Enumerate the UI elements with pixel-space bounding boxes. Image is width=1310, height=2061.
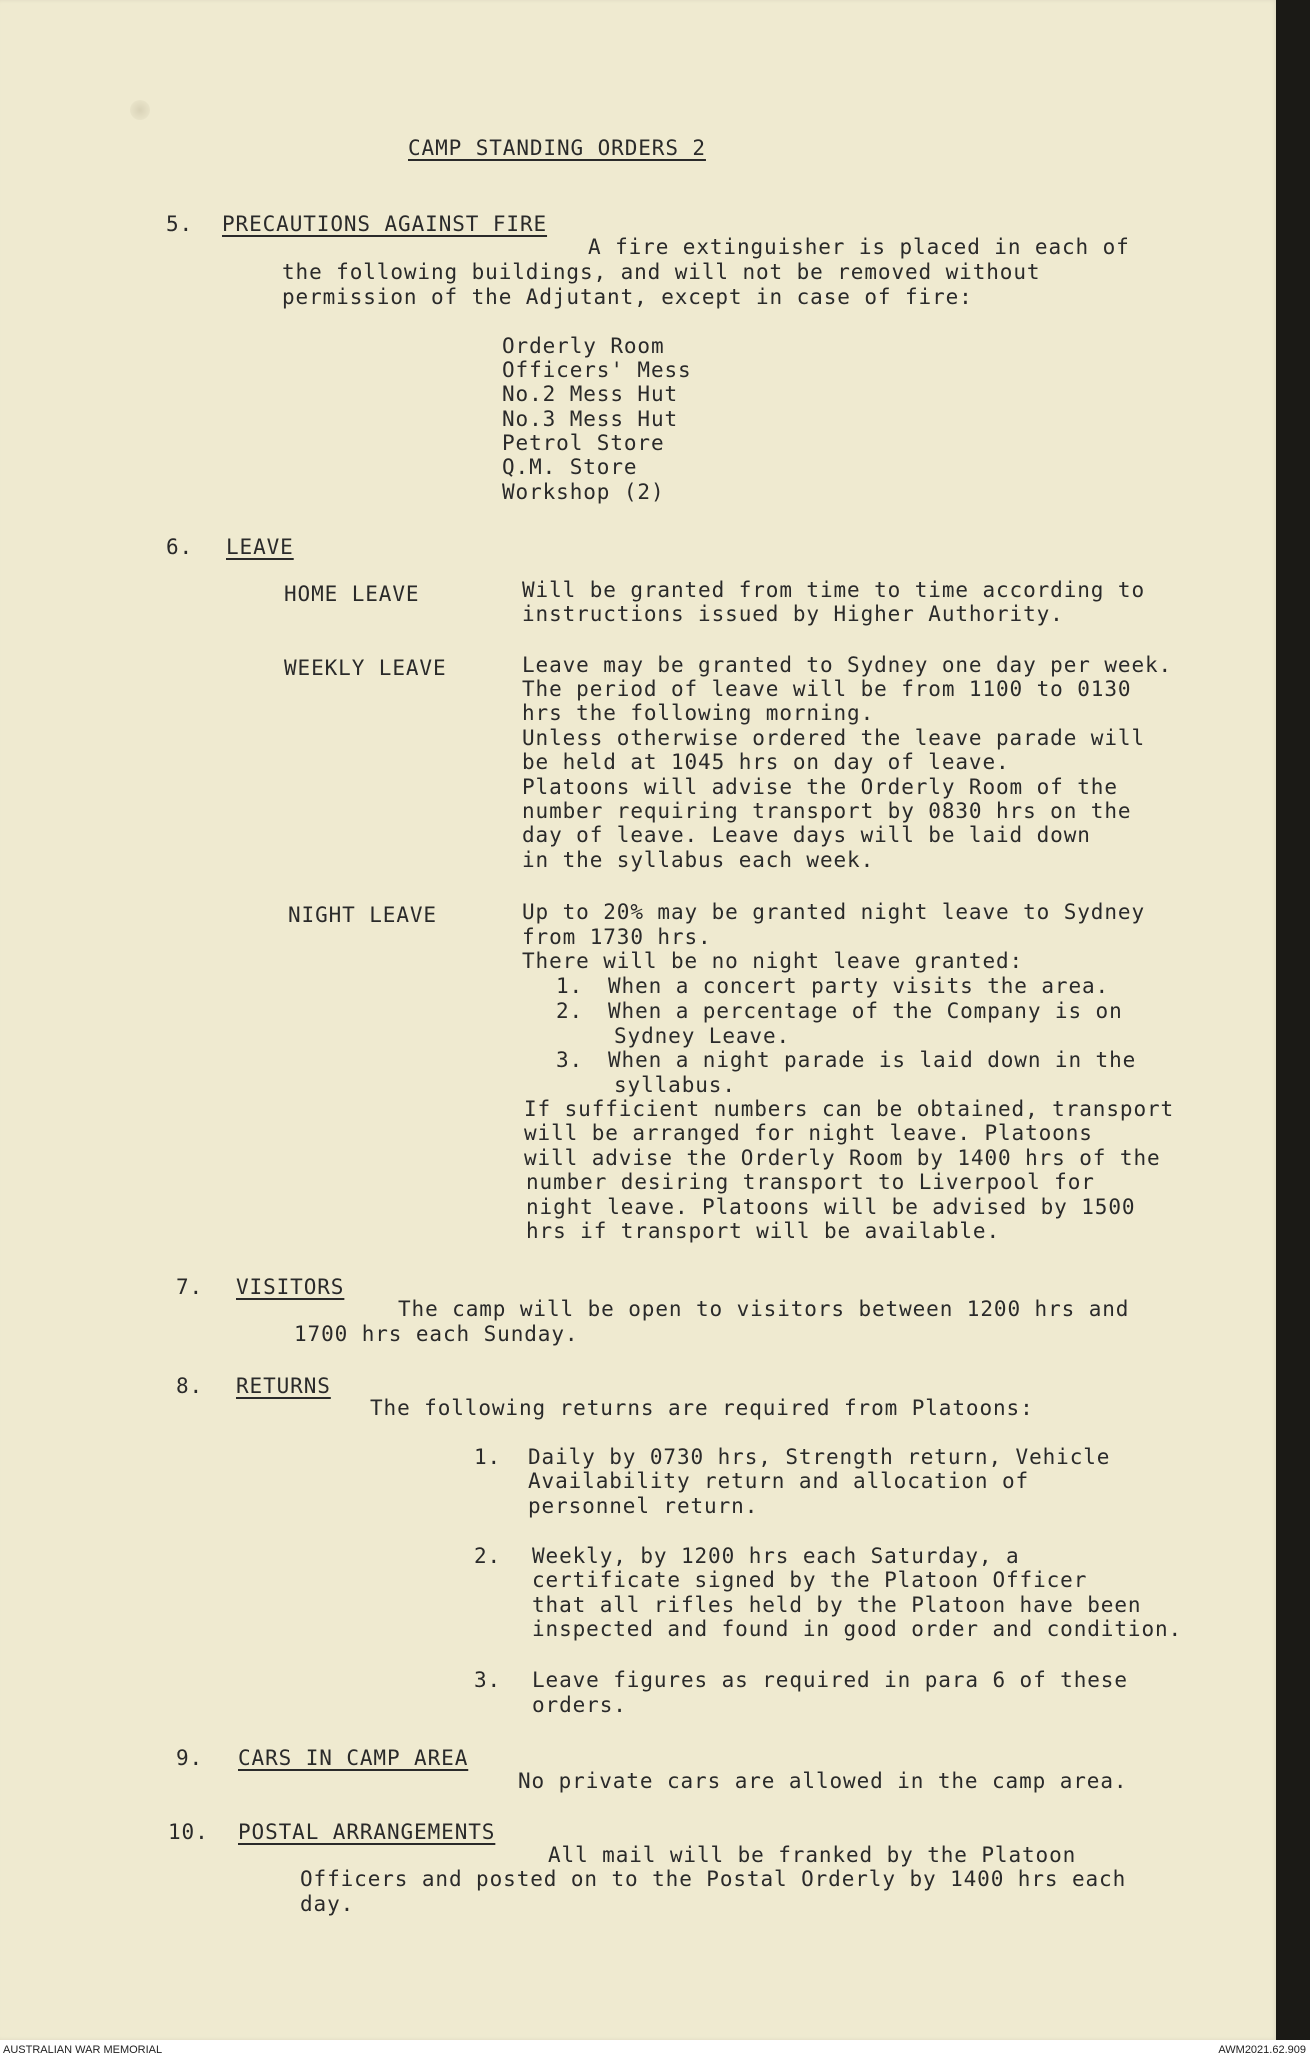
home-leave-label: HOME LEAVE [284, 582, 420, 606]
page-title: CAMP STANDING ORDERS 2 [408, 136, 706, 160]
section-7-line: 1700 hrs each Sunday. [294, 1322, 579, 1346]
building-item: Petrol Store [502, 431, 665, 455]
home-leave-line: Will be granted from time to time according to [522, 578, 1145, 602]
night-leave-line: number desiring transport to Liverpool for [526, 1170, 1095, 1194]
night-leave-line: will advise the Orderly Room by 1400 hrs of the [524, 1146, 1161, 1170]
weekly-leave-label: WEEKLY LEAVE [284, 656, 447, 680]
weekly-leave-line: in the syllabus each week. [522, 848, 875, 872]
return-item-line: orders. [532, 1693, 627, 1717]
return-item-line: Leave figures as required in para 6 of these [532, 1668, 1128, 1692]
return-item-line: certificate signed by the Platoon Officer [532, 1568, 1088, 1592]
section-10-line: Officers and posted on to the Postal Orderly by 1400 hrs each [300, 1867, 1127, 1891]
weekly-leave-line: number requiring transport by 0830 hrs on the [522, 799, 1132, 823]
section-10-heading: POSTAL ARRANGEMENTS [238, 1820, 496, 1844]
section-5-number: 5. [166, 212, 194, 236]
weekly-leave-line: Platoons will advise the Orderly Room of the [522, 775, 1118, 799]
section-10-line: day. [300, 1892, 355, 1916]
return-item-number: 1. [474, 1445, 502, 1469]
night-leave-line: There will be no night leave granted: [522, 949, 1024, 973]
return-item-number: 3. [474, 1668, 502, 1692]
night-item-number: 1. [556, 974, 584, 998]
return-item-number: 2. [474, 1544, 502, 1568]
footer-bar [0, 2040, 1310, 2061]
building-item: No.3 Mess Hut [502, 407, 679, 431]
home-leave-line: instructions issued by Higher Authority. [522, 602, 1064, 626]
section-7-number: 7. [176, 1275, 204, 1299]
weekly-leave-line: hrs the following morning. [522, 701, 875, 725]
footer-source: AUSTRALIAN WAR MEMORIAL [3, 2044, 163, 2056]
section-5-line: A fire extinguisher is placed in each of [588, 235, 1130, 259]
night-item-number: 2. [556, 999, 584, 1023]
section-5-heading: PRECAUTIONS AGAINST FIRE [222, 212, 548, 236]
night-item-number: 3. [556, 1048, 584, 1072]
section-8-number: 8. [176, 1374, 204, 1398]
night-leave-label: NIGHT LEAVE [288, 903, 437, 927]
night-leave-line: from 1730 hrs. [522, 925, 712, 949]
night-leave-line: If sufficient numbers can be obtained, transport [524, 1097, 1175, 1121]
section-9-heading: CARS IN CAMP AREA [238, 1746, 469, 1770]
building-item: Workshop (2) [502, 480, 665, 504]
weekly-leave-line: Leave may be granted to Sydney one day per week. [522, 653, 1173, 677]
return-item-line: personnel return. [528, 1494, 759, 1518]
return-item-line: Daily by 0730 hrs, Strength return, Vehicle [528, 1445, 1111, 1469]
night-item-line: When a percentage of the Company is on [608, 999, 1123, 1023]
weekly-leave-line: day of leave. Leave days will be laid down [522, 823, 1091, 847]
building-item: Q.M. Store [502, 455, 638, 479]
night-leave-line: night leave. Platoons will be advised by 1500 [526, 1195, 1136, 1219]
section-10-line: All mail will be franked by the Platoon [548, 1843, 1077, 1867]
section-9-line: No private cars are allowed in the camp area. [518, 1769, 1128, 1793]
building-item: No.2 Mess Hut [502, 382, 679, 406]
night-item-line: When a concert party visits the area. [608, 974, 1110, 998]
section-5-line: permission of the Adjutant, except in case of fire: [282, 285, 973, 309]
return-item-line: Availability return and allocation of [528, 1469, 1030, 1493]
paper-mark [130, 100, 150, 120]
section-6-number: 6. [166, 535, 194, 559]
footer-accession-number: AWM2021.62.909 [1218, 2044, 1306, 2056]
section-8-intro: The following returns are required from Platoons: [370, 1396, 1034, 1420]
section-7-line: The camp will be open to visitors between 1200 hrs and [398, 1297, 1130, 1321]
weekly-leave-line: be held at 1045 hrs on day of leave. [522, 750, 1010, 774]
section-7-heading: VISITORS [236, 1275, 345, 1299]
section-9-number: 9. [176, 1746, 204, 1770]
section-10-number: 10. [168, 1820, 209, 1844]
section-8-heading: RETURNS [236, 1374, 331, 1398]
night-item-line: When a night parade is laid down in the [608, 1048, 1137, 1072]
return-item-line: Weekly, by 1200 hrs each Saturday, a [532, 1544, 1020, 1568]
building-item: Officers' Mess [502, 358, 692, 382]
weekly-leave-line: Unless otherwise ordered the leave parade will [522, 726, 1145, 750]
scan-edge [1276, 0, 1310, 2040]
weekly-leave-line: The period of leave will be from 1100 to 0130 [522, 677, 1132, 701]
night-item-line: syllabus. [614, 1073, 736, 1097]
section-6-heading: LEAVE [226, 535, 294, 559]
night-leave-line: will be arranged for night leave. Platoons [524, 1121, 1093, 1145]
night-leave-line: Up to 20% may be granted night leave to Sydney [522, 900, 1145, 924]
return-item-line: inspected and found in good order and condition. [532, 1617, 1183, 1641]
return-item-line: that all rifles held by the Platoon have been [532, 1593, 1142, 1617]
section-5-line: the following buildings, and will not be removed without [282, 260, 1041, 284]
night-leave-line: hrs if transport will be available. [526, 1219, 1001, 1243]
building-item: Orderly Room [502, 334, 665, 358]
night-item-line: Sydney Leave. [614, 1024, 791, 1048]
